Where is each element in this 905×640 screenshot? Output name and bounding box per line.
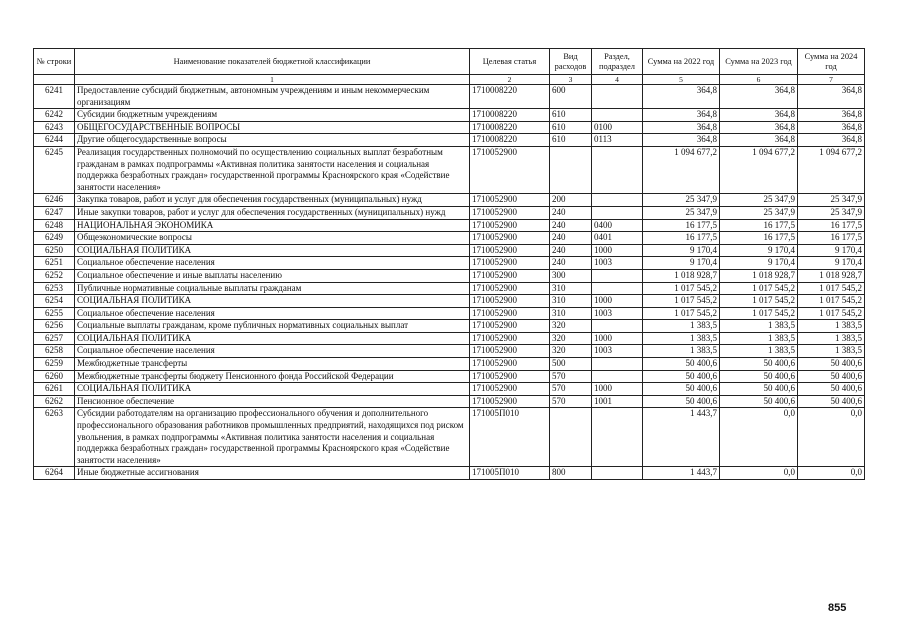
row-number-cell: 6258 <box>34 345 75 358</box>
row-number-cell: 6252 <box>34 269 75 282</box>
target-article-cell: 1710052900 <box>470 295 550 308</box>
target-article-cell: 1710052900 <box>470 395 550 408</box>
table-row <box>34 219 865 232</box>
section-cell <box>592 320 643 333</box>
sum-2024-cell: 9 170,4 <box>798 257 865 270</box>
indicator-name-cell: СОЦИАЛЬНАЯ ПОЛИТИКА <box>75 295 470 308</box>
table-row <box>34 244 865 257</box>
column-number-row <box>34 75 865 85</box>
table-row <box>34 85 865 109</box>
expense-type-cell: 610 <box>550 121 592 134</box>
target-article-cell: 171005П010 <box>470 467 550 480</box>
column-number-cell: 2 <box>470 75 550 85</box>
target-article-cell: 1710052900 <box>470 232 550 245</box>
sum-2023-cell: 1 018 928,7 <box>720 269 798 282</box>
expense-type-cell: 320 <box>550 345 592 358</box>
table-row <box>34 206 865 219</box>
indicator-name-cell: Другие общегосударственные вопросы <box>75 134 470 147</box>
sum-2024-cell: 364,8 <box>798 134 865 147</box>
row-number-cell: 6260 <box>34 370 75 383</box>
sum-2024-cell: 50 400,6 <box>798 395 865 408</box>
sum-2024-cell: 1 383,5 <box>798 332 865 345</box>
target-article-cell: 1710052900 <box>470 383 550 396</box>
sum-2023-cell: 364,8 <box>720 85 798 109</box>
sum-2023-cell: 50 400,6 <box>720 370 798 383</box>
row-number-cell: 6248 <box>34 219 75 232</box>
indicator-name-cell: НАЦИОНАЛЬНАЯ ЭКОНОМИКА <box>75 219 470 232</box>
budget-table <box>33 48 865 480</box>
expense-type-cell: 500 <box>550 358 592 371</box>
sum-2023-cell: 364,8 <box>720 109 798 122</box>
indicator-name-cell: Иные закупки товаров, работ и услуг для обеспечения государственных (муниципальных) нужд <box>75 206 470 219</box>
sum-2022-cell: 1 017 545,2 <box>643 307 720 320</box>
sum-2022-cell: 1 017 545,2 <box>643 295 720 308</box>
indicator-name-cell: Предоставление субсидий бюджетным, автономным учреждениям и иным некоммерческим организациям <box>75 85 470 109</box>
expense-type-cell: 320 <box>550 320 592 333</box>
target-article-cell: 1710052900 <box>470 244 550 257</box>
expense-type-cell: 310 <box>550 307 592 320</box>
expense-type-cell: 570 <box>550 395 592 408</box>
expense-type-cell: 320 <box>550 332 592 345</box>
expense-type-cell: 800 <box>550 467 592 480</box>
row-number-cell: 6253 <box>34 282 75 295</box>
section-cell <box>592 85 643 109</box>
table-row <box>34 395 865 408</box>
section-cell <box>592 408 643 467</box>
target-article-cell: 1710008220 <box>470 134 550 147</box>
sum-2024-cell: 25 347,9 <box>798 206 865 219</box>
sum-2023-cell: 1 017 545,2 <box>720 282 798 295</box>
row-number-cell: 6262 <box>34 395 75 408</box>
row-number-cell: 6259 <box>34 358 75 371</box>
sum-2022-cell: 9 170,4 <box>643 257 720 270</box>
sum-2024-cell: 364,8 <box>798 109 865 122</box>
indicator-name-cell: Пенсионное обеспечение <box>75 395 470 408</box>
section-cell: 1000 <box>592 332 643 345</box>
indicator-name-cell: Межбюджетные трансферты бюджету Пенсионного фонда Российской Федерации <box>75 370 470 383</box>
sum-2023-cell: 25 347,9 <box>720 206 798 219</box>
section-cell: 0100 <box>592 121 643 134</box>
table-row <box>34 194 865 207</box>
column-header-sum-2024: Сумма на 2024 год <box>798 49 865 75</box>
column-number-cell: 7 <box>798 75 865 85</box>
sum-2022-cell: 50 400,6 <box>643 395 720 408</box>
sum-2024-cell: 50 400,6 <box>798 358 865 371</box>
header-row <box>34 49 865 75</box>
expense-type-cell: 300 <box>550 269 592 282</box>
sum-2023-cell: 1 383,5 <box>720 345 798 358</box>
section-cell <box>592 467 643 480</box>
sum-2022-cell: 16 177,5 <box>643 232 720 245</box>
row-number-cell: 6243 <box>34 121 75 134</box>
sum-2022-cell: 50 400,6 <box>643 358 720 371</box>
table-row <box>34 121 865 134</box>
sum-2024-cell: 0,0 <box>798 467 865 480</box>
section-cell: 1000 <box>592 295 643 308</box>
indicator-name-cell: Реализация государственных полномочий по осуществлению социальных выплат безработным гражданам в рамках подпрограммы «Активная политика занятости населения и социальная поддержка безработных граждан» государственной программы Красноярского края «Содействие занятости населения» <box>75 146 470 193</box>
row-number-cell: 6255 <box>34 307 75 320</box>
table-row <box>34 467 865 480</box>
indicator-name-cell: Социальное обеспечение и иные выплаты населению <box>75 269 470 282</box>
target-article-cell: 171005П010 <box>470 408 550 467</box>
sum-2024-cell: 16 177,5 <box>798 219 865 232</box>
row-number-cell: 6264 <box>34 467 75 480</box>
expense-type-cell: 240 <box>550 244 592 257</box>
table-row <box>34 370 865 383</box>
target-article-cell: 1710052900 <box>470 332 550 345</box>
target-article-cell: 1710052900 <box>470 320 550 333</box>
expense-type-cell <box>550 146 592 193</box>
sum-2024-cell: 50 400,6 <box>798 383 865 396</box>
expense-type-cell: 240 <box>550 206 592 219</box>
section-cell: 0400 <box>592 219 643 232</box>
expense-type-cell: 240 <box>550 219 592 232</box>
sum-2023-cell: 1 017 545,2 <box>720 307 798 320</box>
expense-type-cell: 240 <box>550 257 592 270</box>
indicator-name-cell: Общеэкономические вопросы <box>75 232 470 245</box>
section-cell: 1000 <box>592 383 643 396</box>
row-number-cell: 6261 <box>34 383 75 396</box>
sum-2022-cell: 1 094 677,2 <box>643 146 720 193</box>
sum-2022-cell: 1 017 545,2 <box>643 282 720 295</box>
sum-2024-cell: 1 017 545,2 <box>798 295 865 308</box>
table-row <box>34 332 865 345</box>
indicator-name-cell: ОБЩЕГОСУДАРСТВЕННЫЕ ВОПРОСЫ <box>75 121 470 134</box>
section-cell <box>592 206 643 219</box>
target-article-cell: 1710052900 <box>470 307 550 320</box>
table-row <box>34 134 865 147</box>
sum-2022-cell: 25 347,9 <box>643 206 720 219</box>
indicator-name-cell: Субсидии работодателям на организацию профессионального обучения и дополнительного профессионального образования работников промышленных предприятий, находящихся под риском увольнения, в рамках подпрограммы «Активная политика занятости населения и социальная поддержка безработных граждан» государственной программы Красноярского края «Содействие занятости населения» <box>75 408 470 467</box>
row-number-cell: 6254 <box>34 295 75 308</box>
expense-type-cell: 200 <box>550 194 592 207</box>
column-number-cell: 1 <box>75 75 470 85</box>
table-row <box>34 257 865 270</box>
section-cell <box>592 109 643 122</box>
sum-2023-cell: 9 170,4 <box>720 244 798 257</box>
column-number-cell: 3 <box>550 75 592 85</box>
indicator-name-cell: СОЦИАЛЬНАЯ ПОЛИТИКА <box>75 332 470 345</box>
sum-2024-cell: 1 018 928,7 <box>798 269 865 282</box>
column-header-sum-2023: Сумма на 2023 год <box>720 49 798 75</box>
row-number-cell: 6250 <box>34 244 75 257</box>
column-header-name: Наименование показателей бюджетной классификации <box>75 49 470 75</box>
target-article-cell: 1710008220 <box>470 85 550 109</box>
row-number-cell: 6245 <box>34 146 75 193</box>
table-row <box>34 383 865 396</box>
section-cell: 1000 <box>592 244 643 257</box>
expense-type-cell: 570 <box>550 383 592 396</box>
expense-type-cell <box>550 408 592 467</box>
target-article-cell: 1710052900 <box>470 194 550 207</box>
column-number-cell: 6 <box>720 75 798 85</box>
expense-type-cell: 570 <box>550 370 592 383</box>
table-row <box>34 320 865 333</box>
row-number-cell: 6251 <box>34 257 75 270</box>
sum-2024-cell: 364,8 <box>798 85 865 109</box>
table-row <box>34 282 865 295</box>
sum-2022-cell: 50 400,6 <box>643 383 720 396</box>
column-number-cell: 4 <box>592 75 643 85</box>
sum-2023-cell: 50 400,6 <box>720 358 798 371</box>
sum-2024-cell: 16 177,5 <box>798 232 865 245</box>
indicator-name-cell: Социальное обеспечение населения <box>75 307 470 320</box>
sum-2023-cell: 1 383,5 <box>720 320 798 333</box>
target-article-cell: 1710052900 <box>470 219 550 232</box>
sum-2024-cell: 9 170,4 <box>798 244 865 257</box>
sum-2022-cell: 1 443,7 <box>643 467 720 480</box>
expense-type-cell: 310 <box>550 282 592 295</box>
sum-2024-cell: 25 347,9 <box>798 194 865 207</box>
row-number-cell: 6263 <box>34 408 75 467</box>
sum-2022-cell: 1 383,5 <box>643 320 720 333</box>
sum-2022-cell: 1 383,5 <box>643 332 720 345</box>
expense-type-cell: 610 <box>550 134 592 147</box>
sum-2022-cell: 364,8 <box>643 85 720 109</box>
sum-2024-cell: 0,0 <box>798 408 865 467</box>
target-article-cell: 1710052900 <box>470 146 550 193</box>
indicator-name-cell: СОЦИАЛЬНАЯ ПОЛИТИКА <box>75 244 470 257</box>
target-article-cell: 1710052900 <box>470 282 550 295</box>
section-cell <box>592 146 643 193</box>
target-article-cell: 1710052900 <box>470 370 550 383</box>
row-number-cell: 6247 <box>34 206 75 219</box>
row-number-cell: 6257 <box>34 332 75 345</box>
target-article-cell: 1710052900 <box>470 345 550 358</box>
sum-2023-cell: 9 170,4 <box>720 257 798 270</box>
target-article-cell: 1710008220 <box>470 109 550 122</box>
section-cell: 1003 <box>592 345 643 358</box>
column-number-cell: 5 <box>643 75 720 85</box>
target-article-cell: 1710052900 <box>470 206 550 219</box>
table-row <box>34 109 865 122</box>
section-cell: 0113 <box>592 134 643 147</box>
sum-2024-cell: 1 094 677,2 <box>798 146 865 193</box>
sum-2024-cell: 1 017 545,2 <box>798 282 865 295</box>
table-row <box>34 146 865 193</box>
sum-2023-cell: 1 383,5 <box>720 332 798 345</box>
sum-2024-cell: 1 383,5 <box>798 320 865 333</box>
section-cell: 1003 <box>592 307 643 320</box>
sum-2023-cell: 50 400,6 <box>720 383 798 396</box>
table-row <box>34 345 865 358</box>
page-number: 855 <box>828 602 847 614</box>
sum-2023-cell: 1 094 677,2 <box>720 146 798 193</box>
section-cell <box>592 358 643 371</box>
row-number-cell: 6244 <box>34 134 75 147</box>
indicator-name-cell: СОЦИАЛЬНАЯ ПОЛИТИКА <box>75 383 470 396</box>
sum-2024-cell: 364,8 <box>798 121 865 134</box>
table-row <box>34 269 865 282</box>
table-row <box>34 307 865 320</box>
table-body <box>34 85 865 480</box>
sum-2024-cell: 50 400,6 <box>798 370 865 383</box>
expense-type-cell: 610 <box>550 109 592 122</box>
indicator-name-cell: Социальное обеспечение населения <box>75 345 470 358</box>
table-header <box>34 49 865 85</box>
row-number-cell: 6242 <box>34 109 75 122</box>
sum-2022-cell: 25 347,9 <box>643 194 720 207</box>
sum-2022-cell: 1 443,7 <box>643 408 720 467</box>
table-row <box>34 408 865 467</box>
target-article-cell: 1710052900 <box>470 269 550 282</box>
expense-type-cell: 240 <box>550 232 592 245</box>
column-number-cell <box>34 75 75 85</box>
row-number-cell: 6249 <box>34 232 75 245</box>
section-cell <box>592 282 643 295</box>
sum-2023-cell: 16 177,5 <box>720 219 798 232</box>
section-cell: 1001 <box>592 395 643 408</box>
indicator-name-cell: Иные бюджетные ассигнования <box>75 467 470 480</box>
sum-2022-cell: 364,8 <box>643 121 720 134</box>
sum-2023-cell: 25 347,9 <box>720 194 798 207</box>
target-article-cell: 1710052900 <box>470 257 550 270</box>
expense-type-cell: 600 <box>550 85 592 109</box>
sum-2022-cell: 364,8 <box>643 134 720 147</box>
indicator-name-cell: Публичные нормативные социальные выплаты гражданам <box>75 282 470 295</box>
sum-2022-cell: 9 170,4 <box>643 244 720 257</box>
sum-2023-cell: 50 400,6 <box>720 395 798 408</box>
sum-2022-cell: 50 400,6 <box>643 370 720 383</box>
section-cell: 0401 <box>592 232 643 245</box>
column-header-section: Раздел, подраздел <box>592 49 643 75</box>
sum-2023-cell: 364,8 <box>720 134 798 147</box>
indicator-name-cell: Закупка товаров, работ и услуг для обеспечения государственных (муниципальных) нужд <box>75 194 470 207</box>
column-header-sum-2022: Сумма на 2022 год <box>643 49 720 75</box>
sum-2022-cell: 16 177,5 <box>643 219 720 232</box>
sum-2024-cell: 1 017 545,2 <box>798 307 865 320</box>
table-row <box>34 295 865 308</box>
row-number-cell: 6246 <box>34 194 75 207</box>
table-row <box>34 358 865 371</box>
section-cell: 1003 <box>592 257 643 270</box>
section-cell <box>592 269 643 282</box>
column-header-vid: Вид расходов <box>550 49 592 75</box>
sum-2023-cell: 364,8 <box>720 121 798 134</box>
row-number-cell: 6241 <box>34 85 75 109</box>
target-article-cell: 1710052900 <box>470 358 550 371</box>
column-header-code: Целевая статья <box>470 49 550 75</box>
sum-2023-cell: 1 017 545,2 <box>720 295 798 308</box>
section-cell <box>592 370 643 383</box>
indicator-name-cell: Социальное обеспечение населения <box>75 257 470 270</box>
target-article-cell: 1710008220 <box>470 121 550 134</box>
sum-2022-cell: 1 018 928,7 <box>643 269 720 282</box>
sum-2023-cell: 0,0 <box>720 467 798 480</box>
sum-2023-cell: 0,0 <box>720 408 798 467</box>
indicator-name-cell: Субсидии бюджетным учреждениям <box>75 109 470 122</box>
table-row <box>34 232 865 245</box>
sum-2023-cell: 16 177,5 <box>720 232 798 245</box>
sum-2022-cell: 1 383,5 <box>643 345 720 358</box>
row-number-cell: 6256 <box>34 320 75 333</box>
indicator-name-cell: Социальные выплаты гражданам, кроме публичных нормативных социальных выплат <box>75 320 470 333</box>
column-header-num: № строки <box>34 49 75 75</box>
sum-2024-cell: 1 383,5 <box>798 345 865 358</box>
sum-2022-cell: 364,8 <box>643 109 720 122</box>
section-cell <box>592 194 643 207</box>
expense-type-cell: 310 <box>550 295 592 308</box>
indicator-name-cell: Межбюджетные трансферты <box>75 358 470 371</box>
